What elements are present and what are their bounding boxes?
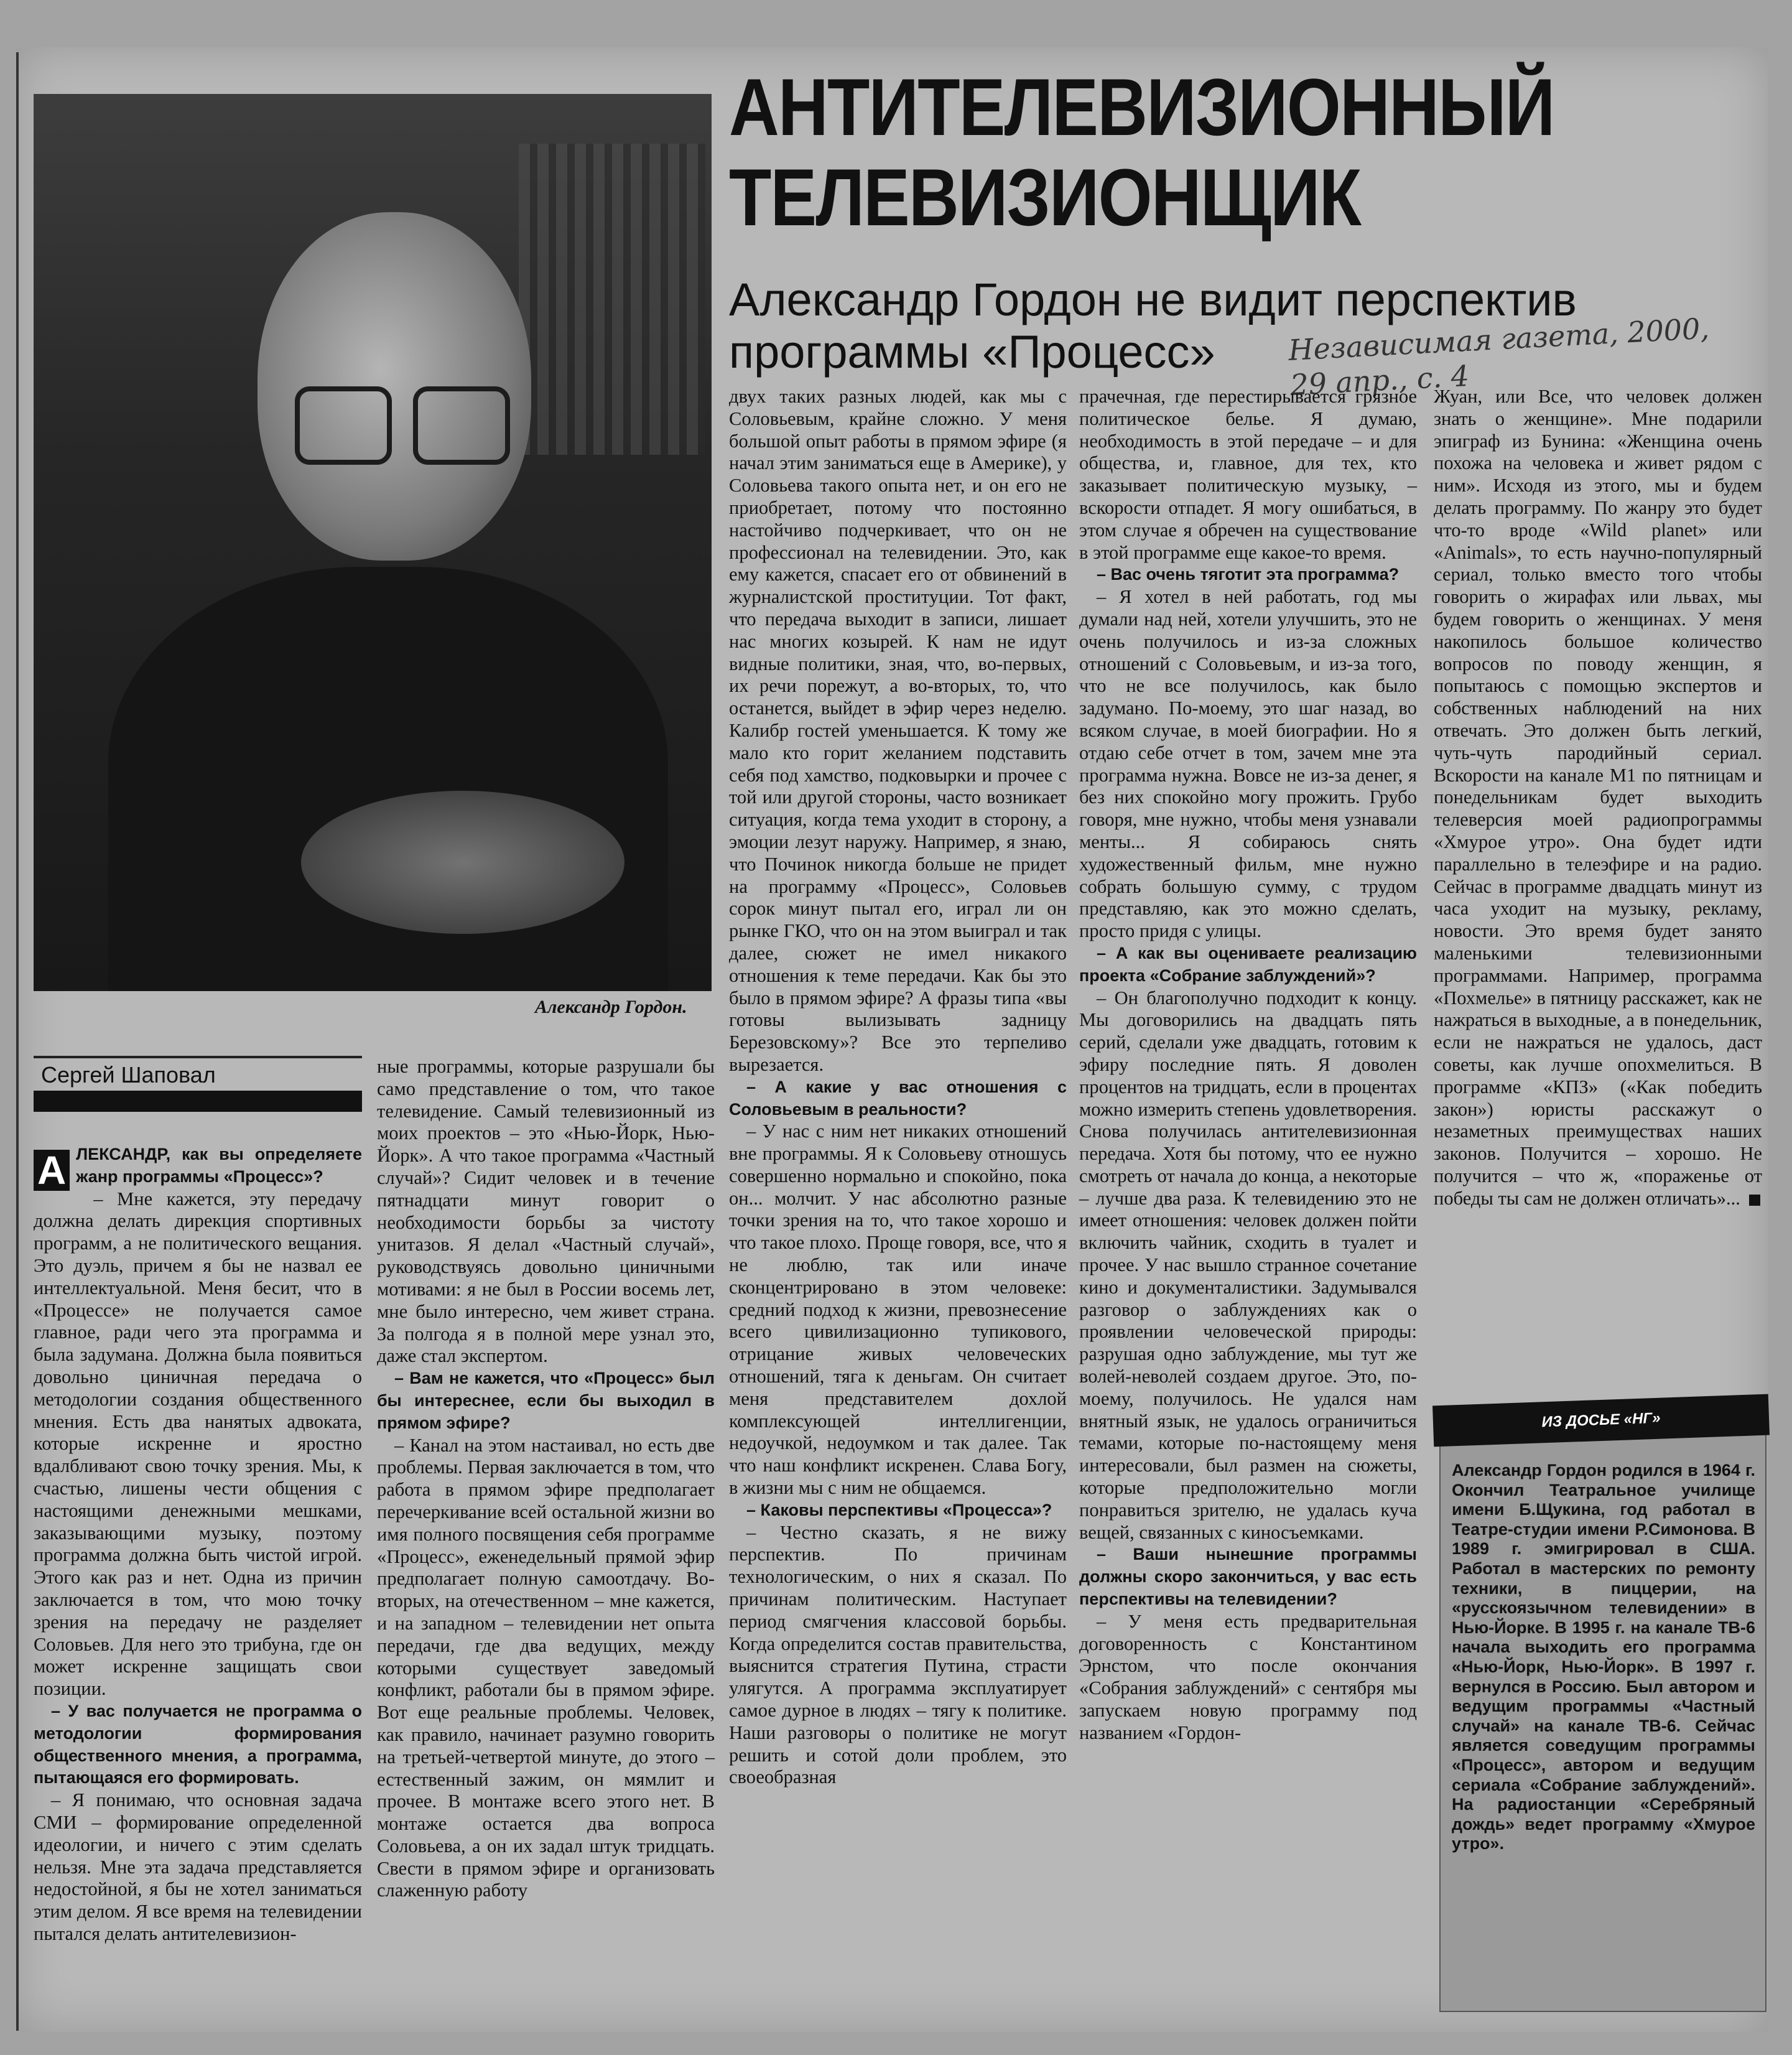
- handwritten-note: Независимая газета, 2000, 29 апр., с. 4: [1288, 311, 1711, 402]
- paragraph-text: – Вам не кажется, что «Процесс» был бы интереснее, если бы выходил в прямом эфире?: [377, 1369, 715, 1432]
- answer-paragraph: [1434, 386, 1762, 1209]
- answer-paragraph: [729, 386, 1067, 1076]
- paragraph-text: – У вас получается не программа о методологии формирования общественного мнения, а программа, пытающаяся его формировать.: [34, 1701, 362, 1787]
- answer-paragraph: [1079, 586, 1417, 943]
- paragraph-text: ЛЕКСАНДР, как вы определяете жанр программы «Процесс»?: [76, 1145, 362, 1186]
- subheadline: Александр Гордон не видит перспектив программы «Процесс»: [729, 274, 1577, 378]
- paragraph-text: двух таких разных людей, как мы с Соловьевым, крайне сложно. У меня большой опыт работы в прямом эфире (я начал этим заниматься еще в Америке), у Соловьева такого опыта нет, и он его не приобретает, потому что постоянно настойчиво подчеркивает, что он не профессионал на телевидении. Это, как ему кажется, спасает его от обвинений в журналистской проституции. Тот факт, что передача выходит в записи, лишает нас многих козырей. К нам не идут видные политики, зная, что, во-первых, их речи порежут, а во-вторых, то, что останется, выйдет в эфир через неделю. Калибр гостей уменьшается. К тому же мало кто горит желанием подставить себя под хамство, подковырки и прочее с той или другой стороны, часто возникает ситуация, когда тема уходит в сторону, а эмоции лезут наружу. Например, я знаю, что Починок никогда больше не придет на программу «Процесс», Соловьев сорок минут пытал его, играл ли он рынке ГКО, что он на этом выиграл и так далее, сюжет не имел никакого отношения к теме передачи. Как бы это было в прямом эфире? А фразы типа «вы готовы вылизывать задницу Березовскому»? Все это терпеливо вырезается.: [729, 386, 1067, 1075]
- text-column-1: [34, 1144, 362, 1945]
- answer-paragraph: [377, 1056, 715, 1368]
- byline-bar: [34, 1091, 362, 1112]
- text-column-3: [729, 386, 1067, 1789]
- lead-paragraph: [34, 1144, 362, 1193]
- paragraph-text: – А как вы оцениваете реализацию проекта «Собрание заблуждений»?: [1079, 943, 1417, 985]
- paragraph-text: ные программы, которые разрушали бы само представление о том, что такое телевидение. Самый телевизионный из моих проектов – это «Нью-Йорк, Нью-Йорк». А что такое программа «Частный случай»? Сидит человек и в течение пятнадцати минут говорит о необходимости борьбы за чистоту унитазов. Я делал «Частный случай», руководствуясь довольно циничными мотивами: я не был в России восемь лет, мне было интересно, чем живет страна. За полгода я в полной мере узнал это, даже стал экспертом.: [377, 1056, 715, 1367]
- author-name: Сергей Шаповал: [41, 1062, 216, 1088]
- text-column-2: [377, 1056, 715, 1902]
- answer-paragraph: [1079, 1611, 1417, 1745]
- answer-paragraph: [1079, 987, 1417, 1544]
- portrait-photo: [34, 94, 712, 991]
- drop-cap: А: [34, 1150, 70, 1191]
- glasses-icon: [295, 386, 506, 461]
- clipping-edge: [16, 52, 19, 2031]
- paragraph-text: – Я хотел в ней работать, год мы думали над ней, хотели улучшить, это не очень получилось и из-за сложных отношений с Соловьевым, и из-за того, что не все получилось, как было задумано. По-моему, это шаг назад, во всяком случае, в моей биографии. Но я отдаю себе отчет в том, зачем мне эта программа нужна. Вовсе не из-за денег, я без них спокойно могу прожить. Грубо говоря, мне нужно, чтобы меня узнавали менты... Я собираюсь снять художественный фильм, мне нужно собрать большую сумму, с трудом представляю, как это можно сделать, просто придя с улицы.: [1079, 586, 1417, 942]
- dossier-text: Александр Гордон родился в 1964 г. Окончил Театральное училище имени Б.Щукина, год работал в Театре-студии имени Р.Симонова. В 1989 г. эмигрировал в США. Работал в мастерских по ремонту техники, в пиццерии, на «русскоязычном телевидении» в Нью-Йорке. В 1995 г. на канале ТВ-6 начала выходить его программа «Нью-Йорк, Нью-Йорк». В 1997 г. вернулся в Россию. Был автором и ведущим программы «Частный случай» на канале ТВ-6. Сейчас является соведущим программы «Процесс», автором и ведущим сериала «Собрание заблуждений». На радиостанции «Серебряный дождь» ведет программу «Хмурое утро».: [1452, 1461, 1755, 1853]
- answer-paragraph: [34, 1789, 362, 1945]
- end-mark-icon: [1749, 1195, 1760, 1206]
- paragraph-text: – Я понимаю, что основная задача СМИ – формирование определенной идеологии, и ничего с этим сделать нельзя. Мне эта задача представляется недостойной, я бы не хотел заниматься этим делом. Я все время на телевидении пытался делать антителевизион-: [34, 1789, 362, 1944]
- paragraph-text: – Честно сказать, я не вижу перспектив. По причинам технологическим, о них я сказал. По причинам политическим. Наступает период смягчения классовой борьбы. Когда определится состав правительства, выяснится стратегия Путина, страсти улягутся. А программа эксплуатирует самое дурное в людях – тягу к политике. Наши разговоры о политике не могут решить и сотой доли проблем, это своеобразная: [729, 1521, 1067, 1788]
- paragraph-text: – Он благополучно подходит к концу. Мы договорились на двадцать пять серий, сделали уже двадцать, готовим к эфиру последние пять. Я доволен процентов на тридцать, если в процентах можно измерить степень удовлетворения. Снова получилась антителевизионная передача. Хотя бы потому, что ее нужно смотреть от начала до конца, а некоторые – лучше два раза. К телевидению это не имеет отношения: человек должен пойти включить чайник, сходить в туалет и прочее. У нас вышло странное сочетание кино и документалистики. Задумывался разговор о заблуждениях как о проявлении человеческой природы: разрушая одно заблуждение, мы тут же волей-неволей создаем другое. Это, по-моему, получилось. Не удался нам внятный язык, не удалось ограничиться темами, которые по-настоящему меня интересовали, был размен на сюжеты, которые предположительно могли понравиться зрителю, не удалась куча вещей, связанных с киносъемками.: [1079, 987, 1417, 1543]
- answer-paragraph: [729, 1121, 1067, 1499]
- photo-caption: Александр Гордон.: [535, 997, 687, 1017]
- photo-figure-body: [108, 567, 668, 991]
- question-paragraph: [1079, 943, 1417, 987]
- paragraph-text: – Ваши нынешние программы должны скоро закончиться, у вас есть перспективы на телевидении?: [1079, 1545, 1417, 1609]
- bookshelf-background: [519, 144, 705, 455]
- text-column-5: [1434, 386, 1762, 1209]
- question-paragraph: [1079, 564, 1417, 586]
- question-paragraph: [377, 1368, 715, 1434]
- text-column-4: [1079, 386, 1417, 1745]
- paragraph-text: – Каковы перспективы «Процесса»?: [746, 1500, 1052, 1519]
- headline: АНТИТЕЛЕВИЗИОННЫЙ ТЕЛЕВИЗИОНЩИК: [729, 62, 1554, 243]
- byline: [34, 1056, 362, 1112]
- paragraph-text: – Канал на этом настаивал, но есть две проблемы. Первая заключается в том, что работа в прямом эфире предполагает перечеркивание всей остальной жизни во имя полного посвящения себя программе «Процесс», еженедельный прямой эфир предполагает полную самоотдачу. Во-вторых, на отечественном – мне кажется, и на западном – телевидении нет опыта передачи, где два ведущих, между которыми существует заведомый конфликт, работали бы в прямом эфире. Вот еще реальные проблемы. Человек, как правило, начинает разумно говорить на третьей-четвертой минуте, до этого – естественный зажим, он мямлит и прочее. В монтаже всего этого нет. В монтаже остается два вопроса Соловьева, а он их задал штук тридцать. Свести в прямом эфире и организовать слаженную работу: [377, 1434, 715, 1901]
- paragraph-text: Жуан, или Все, что человек должен знать о женщине». Мне подарили эпиграф из Бунина: «Женщина очень похожа на человека и живет рядом с ним». Исходя из этого, мы и будем делать программу. По жанру это будет что-то вроде «Wild planet» или «Animals», то есть научно-популярный сериал, только вместо того чтобы говорить о жирафах или львах, мы будем говорить о женщинах. У меня накопилось большое количество вопросов по поводу женщин, я попытаюсь с помощью экспертов и собственных наблюдений на них отвечать. Это должен быть легкий, чуть-чуть пародийный сериал. Вскорости на канале М1 по пятницам и понедельникам будет выходить телеверсия моей радиопрограммы «Хмурое утро». Она будет идти параллельно в телеэфире и на радио. Сейчас в программе двадцать минут из часа уходит на музыку, рекламу, новости. Это время будет занято маленькими телевизионными программами. Например, программа «Похмелье» в пятницу расскажет, как не нажраться в выходные, а в понедельник, если не нажраться не удалось, даст советы, как лучше опохмелиться. В программе «КПЗ» («Как победить закон») юристы расскажут о незаметных преимуществах наших законов. Получится – хорошо. Не получится – что ж, «пораженье от победы ты сам не должен отличать»...: [1434, 386, 1762, 1209]
- paragraph-text: – У меня есть предварительная договоренность с Константином Эрнстом, что после окончания «Собрания заблуждений» с сентября мы запускаем новую программу под названием «Гордон-: [1079, 1610, 1417, 1743]
- answer-paragraph: [1079, 386, 1417, 564]
- answer-paragraph: [377, 1435, 715, 1903]
- question-paragraph: [1079, 1544, 1417, 1610]
- paragraph-text: прачечная, где перестирывается грязное политическое белье. Я думаю, необходимость в этой передаче – и для общества, и, главное, для тех, кто заказывает политическую музыку, – вскорости отпадет. Я могу ошибаться, в этом случае я обречен на существование в этой программе еще какое-то время.: [1079, 386, 1417, 563]
- question-paragraph: [34, 1700, 362, 1789]
- paragraph-text: – У нас с ним нет никаких отношений вне программы. Я к Соловьеву отношусь совершенно нормально и спокойно, пока он... молчит. У нас абсолютно разные точки зрения на то, что такое хорошо и что такое плохо. Проще говоря, все, что я не люблю, так или иначе сконцентрировано в этом человеке: средний подход к жизни, превознесение всего цивилизационно тупикового, отрицание живых человеческих отношений, тяга к деньгам. Он считает меня представителем дохлой комплексующей интеллигенции, недоучкой, недоумком и так далее. Так что наш конфликт искренен. Слава Богу, в жизни мы с ним не общаемся.: [729, 1121, 1067, 1499]
- paragraph-text: – Мне кажется, эту передачу должна делать дирекция спортивных программ, а не политического вещания. Это дуэль, причем я бы не назвал ее интеллектуальной. Меня бесит, что в «Процессе» не получается самое главное, ради чего эта программа и была задумана. Должна была появиться довольно циничная передача о методологии создания общественного мнения. Есть два нанятых адвоката, которые искренне и яростно вдалбливают свою точку зрения. Мы, к счастью, лишены чести общения с настоящими денежными мешками, заказывающими музыку, поэтому программа должна быть чистой игрой. Этого как раз и нет. Одна из причин заключается в том, что мою точку зрения на передачу не разделяет Соловьев. Для него это трибуна, где он может искренне защищать свои позиции.: [34, 1188, 362, 1700]
- answer-paragraph: [34, 1188, 362, 1700]
- dossier-box: [1439, 1410, 1766, 2012]
- answer-paragraph: [729, 1522, 1067, 1789]
- dossier-title: ИЗ ДОСЬЕ «НГ»: [1432, 1394, 1770, 1447]
- paragraph-text: – Вас очень тяготит эта программа?: [1097, 565, 1400, 584]
- question-paragraph: [729, 1499, 1067, 1522]
- paragraph-text: – А какие у вас отношения с Соловьевым в реальности?: [729, 1077, 1067, 1119]
- photo-figure-hand: [301, 791, 624, 934]
- question-paragraph: [729, 1076, 1067, 1121]
